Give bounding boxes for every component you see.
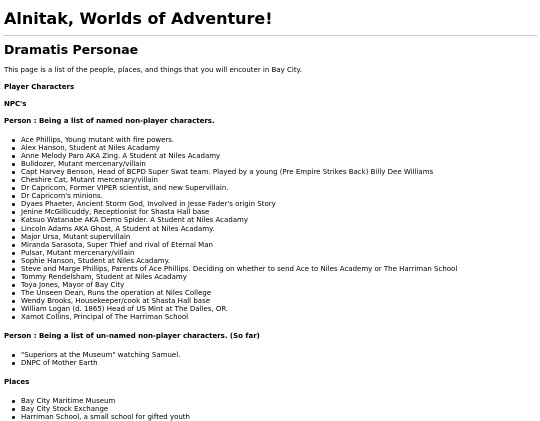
unnamed-npc-item — [12, 351, 536, 359]
named-npc-item-text: Bulldozer, Mutant mercenary/villain — [21, 160, 146, 169]
bullet-icon — [12, 316, 15, 319]
named-npc-item-text: Jenine McGillicuddy, Receptionist for Shasta Hall base — [21, 208, 210, 217]
named-npc-item — [12, 216, 536, 224]
named-npc-item-text: Cheshire Cat, Mutant mercenary/villain — [21, 176, 158, 185]
named-npc-item — [12, 225, 536, 233]
bullet-icon — [12, 268, 15, 271]
bullet-icon — [12, 284, 15, 287]
page-content — [4, 66, 536, 421]
bullet-icon — [12, 354, 15, 357]
bullet-icon — [12, 163, 15, 166]
named-npc-item — [12, 168, 536, 176]
named-npc-item — [12, 152, 536, 160]
bullet-icon — [12, 187, 15, 190]
named-npc-item — [12, 257, 536, 265]
named-npc-item — [12, 136, 536, 144]
bullet-icon — [12, 203, 15, 206]
named-npc-item — [12, 305, 536, 313]
place-item-text: Bay City Maritime Museum — [21, 397, 116, 406]
named-npc-item — [12, 241, 536, 249]
bullet-icon — [12, 211, 15, 214]
named-npc-item — [12, 313, 536, 321]
named-npc-item-text: Miranda Sarasota, Super Thief and rival of Eternal Man — [21, 240, 213, 249]
named-npc-item — [12, 265, 536, 273]
named-npc-list — [4, 136, 536, 321]
named-npc-item-text: Alex Hanson, Student at Niles Acadamy — [21, 144, 160, 153]
bullet-icon — [12, 400, 15, 403]
title-divider — [3, 35, 537, 36]
named-npc-item — [12, 281, 536, 289]
named-npc-item-text: Dr Capricorn's minions. — [21, 192, 103, 201]
named-npc-item-text: Wendy Brooks, Housekeeper/cook at Shasta Hall base — [21, 296, 211, 305]
intro-text: This page is a list of the people, places, and things that you will encouter in Bay City. — [4, 66, 302, 74]
unnamed-npc-list — [4, 351, 536, 367]
bullet-icon — [12, 308, 15, 311]
place-item-text: Harriman School, a small school for gifted youth — [21, 413, 190, 421]
named-npc-item — [12, 144, 536, 152]
named-npc-item — [12, 233, 536, 241]
named-npc-item — [12, 289, 536, 297]
named-npc-item-text: Anne Melody Paro AKA Zing. A Student at Niles Acadamy — [21, 152, 221, 161]
bullet-icon — [12, 260, 15, 263]
named-npc-item-text: Ace Phillips, Young mutant with fire powers. — [21, 136, 175, 144]
named-npc-item-text: Capt Harvey Benson, Head of BCPD Super Swat team. Played by a young (Pre Empire Strikes Back) Billy Dee Williams — [21, 168, 434, 177]
named-npc-item — [12, 273, 536, 281]
heading-unnamed-npcs: Person : Being a list of un-named non-player characters. (So far) — [4, 332, 260, 341]
heading-npcs: NPC's — [4, 100, 27, 108]
named-npc-item — [12, 192, 536, 200]
named-npc-item-text: Pulsar, Mutant mercenary/villain — [21, 248, 135, 257]
bullet-icon — [12, 408, 15, 411]
bullet-icon — [12, 147, 15, 150]
named-npc-item-text: Major Ursa, Mutant supervillain — [21, 232, 131, 241]
bullet-icon — [12, 244, 15, 247]
bullet-icon — [12, 195, 15, 198]
place-item — [12, 405, 536, 413]
named-npc-item — [12, 249, 536, 257]
named-npc-item-text: Lincoln Adams AKA Ghost, A Student at Niles Acadamy. — [21, 224, 215, 233]
unnamed-npc-item — [12, 359, 536, 367]
unnamed-npc-item-text: "Superiors at the Museum" watching Samuel. — [21, 351, 181, 360]
bullet-icon — [12, 300, 15, 303]
bullet-icon — [12, 362, 15, 365]
named-npc-item-text: The Unseen Dean, Runs the operation at Niles College — [21, 288, 212, 297]
named-npc-item — [12, 184, 536, 192]
bullet-icon — [12, 171, 15, 174]
bullet-icon — [12, 276, 15, 279]
named-npc-item-text: Dyaes Phaeter, Ancient Storm God, Involved in Jesse Fader's origin Story — [21, 200, 276, 209]
named-npc-item-text: Dr Capricorn, Former VIPER scientist, and new Supervillain. — [21, 184, 229, 193]
place-item-text: Bay City Stock Exchange — [21, 405, 109, 414]
named-npc-item-text: Steve and Marge Phillips, Parents of Ace Phillips. Deciding on whether to send Ace to Niles Academy or The Harriman School — [21, 264, 458, 273]
page-title: Dramatis Personae — [4, 42, 139, 57]
named-npc-item-text: William Logan (d. 1865) Head of US Mint at The Dalles, OR. — [21, 304, 229, 313]
named-npc-item — [12, 160, 536, 168]
named-npc-item-text: Xamot Collins, Principal of The Harriman School — [21, 313, 189, 322]
bullet-icon — [12, 139, 15, 142]
bullet-icon — [12, 155, 15, 158]
bullet-icon — [12, 416, 15, 419]
bullet-icon — [12, 292, 15, 295]
named-npc-item-text: Katsuo Watanabe AKA Demo Spider. A Student at Niles Acadamy — [21, 216, 249, 225]
named-npc-item — [12, 208, 536, 216]
named-npc-item — [12, 297, 536, 305]
bullet-icon — [12, 236, 15, 239]
heading-player-characters: Player Characters — [4, 83, 75, 91]
bullet-icon — [12, 252, 15, 255]
place-item — [12, 413, 536, 421]
bullet-icon — [12, 179, 15, 182]
site-title[interactable]: Alnitak, Worlds of Adventure! — [4, 9, 273, 28]
named-npc-item — [12, 200, 536, 208]
named-npc-item-text: Sophie Hanson, Student at Niles Acadamy. — [21, 256, 170, 265]
heading-places: Places — [4, 378, 30, 387]
bullet-icon — [12, 219, 15, 222]
heading-named-npcs: Person : Being a list of named non-player characters. — [4, 117, 215, 125]
places-list — [4, 397, 536, 421]
bullet-icon — [12, 228, 15, 231]
named-npc-item-text: Toya Jones, Mayor of Bay City — [21, 280, 125, 289]
place-item — [12, 397, 536, 405]
named-npc-item-text: Tommy Rendelsham, Student at Niles Acadamy — [21, 272, 187, 281]
unnamed-npc-item-text: DNPC of Mother Earth — [21, 359, 98, 368]
named-npc-item — [12, 176, 536, 184]
